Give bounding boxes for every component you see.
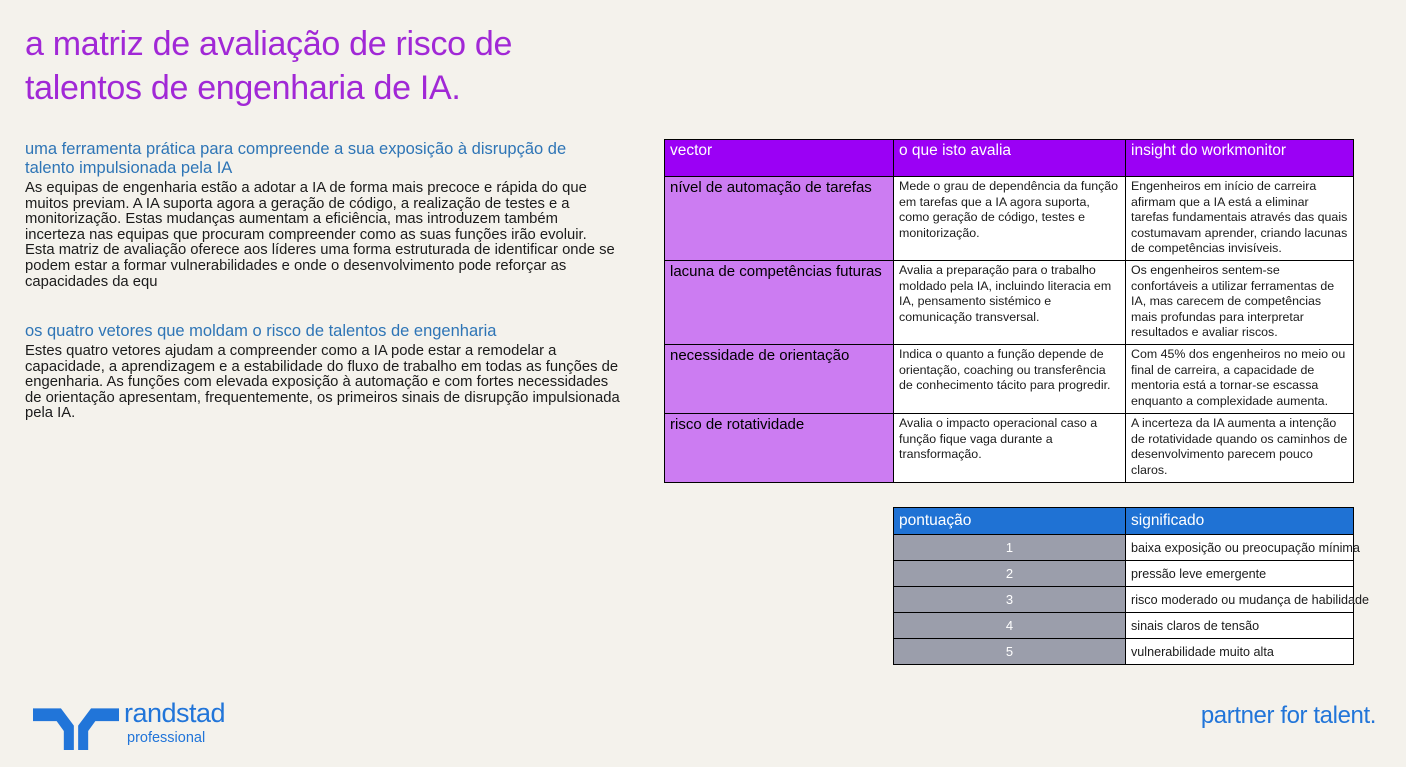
- brand-name: randstad: [124, 698, 226, 728]
- vectors-heading: os quatro vetores que moldam o risco de talentos de engenharia: [25, 322, 497, 340]
- matrix-header-avalia: o que isto avalia: [894, 140, 1126, 177]
- score-value: 2: [894, 561, 1126, 587]
- matrix-header-row: [665, 140, 1354, 177]
- matrix-avalia-cell: Avalia a preparação para o trabalho moldado pela IA, incluindo literacia em IA, pensamento sistémico e comunicação transversal.: [894, 261, 1126, 345]
- table-row: [894, 613, 1354, 639]
- matrix-insight-cell: Com 45% dos engenheiros no meio ou final de carreira, a capacidade de mentoria está a tornar-se escassa enquanto a complexidade aumenta.: [1126, 345, 1354, 414]
- matrix-header-vector: vector: [665, 140, 894, 177]
- matrix-header-insight: insight do workmonitor: [1126, 140, 1354, 177]
- table-row: [665, 177, 1354, 261]
- matrix-avalia-cell: Mede o grau de dependência da função em tarefas que a IA agora suporta, como geração de código, testes e monitorização.: [894, 177, 1126, 261]
- matrix-avalia-cell: Avalia o impacto operacional caso a função fique vaga durante a transformação.: [894, 414, 1126, 483]
- score-meaning: vulnerabilidade muito alta: [1126, 639, 1354, 665]
- table-row: [894, 535, 1354, 561]
- table-row: [894, 561, 1354, 587]
- matrix-vector-cell: nível de automação de tarefas: [665, 177, 894, 261]
- score-legend-table: [893, 507, 1370, 665]
- risk-matrix-table: [664, 139, 1354, 483]
- matrix-vector-cell: lacuna de competências futuras: [665, 261, 894, 345]
- table-row: [894, 587, 1354, 613]
- score-meaning: risco moderado ou mudança de habilidade: [1126, 587, 1354, 613]
- intro-heading: uma ferramenta prática para compreende a sua exposição à disrupção de talento impulsionada pela IA: [25, 140, 567, 177]
- matrix-vector-cell: risco de rotatividade: [665, 414, 894, 483]
- score-header-significado: significado: [1126, 508, 1354, 535]
- table-row: [665, 414, 1354, 483]
- page-title: a matriz de avaliação de risco de talentos de engenharia de IA.: [25, 25, 513, 107]
- brand-subtitle: professional: [127, 730, 206, 746]
- matrix-avalia-cell: Indica o quanto a função depende de orientação, coaching ou transferência de conhecimento tácito para progredir.: [894, 345, 1126, 414]
- score-value: 4: [894, 613, 1126, 639]
- matrix-insight-cell: A incerteza da IA aumenta a intenção de rotatividade quando os caminhos de desenvolvimento parecem pouco claros.: [1126, 414, 1354, 483]
- intro-paragraph: As equipas de engenharia estão a adotar a IA de forma mais precoce e rápida do que muitos previam. A IA suporta agora a geração de código, a realização de testes e a monitorização. Estas mudanças aumentam a eficiência, mas introduzem também incerteza nas equipas que procuram compreender como as suas funções irão evoluir. Esta matriz de avaliação oferece aos líderes uma forma estruturada de identificar onde se podem estar a formar vulnerabilidades e onde o desenvolvimento pode reforçar as capacidades da equ: [25, 180, 615, 290]
- score-meaning: baixa exposição ou preocupação mínima: [1126, 535, 1354, 561]
- score-value: 1: [894, 535, 1126, 561]
- matrix-vector-cell: necessidade de orientação: [665, 345, 894, 414]
- table-row: [665, 345, 1354, 414]
- matrix-insight-cell: Engenheiros em início de carreira afirmam que a IA está a eliminar tarefas fundamentais através das quais costumavam aprender, criando lacunas de competências invisíveis.: [1126, 177, 1354, 261]
- score-meaning: sinais claros de tensão: [1126, 613, 1354, 639]
- vectors-paragraph: Estes quatro vetores ajudam a compreender como a IA pode estar a remodelar a capacidade, a aprendizagem e a estabilidade do fluxo de trabalho em todas as funções de engenharia. As funções com elevada exposição à automação e com fortes necessidades de orientação apresentam, frequentemente, os primeiros sinais de disrupção impulsionada pela IA.: [25, 343, 620, 422]
- table-row: [665, 261, 1354, 345]
- score-value: 3: [894, 587, 1126, 613]
- score-meaning: pressão leve emergente: [1126, 561, 1354, 587]
- randstad-logo-icon: [33, 703, 119, 755]
- score-header-row: [894, 508, 1354, 535]
- score-header-pontuacao: pontuação: [894, 508, 1126, 535]
- matrix-insight-cell: Os engenheiros sentem-se confortáveis a utilizar ferramentas de IA, mas carecem de competências mais profundas para interpretar resultados e avaliar riscos.: [1126, 261, 1354, 345]
- score-value: 5: [894, 639, 1126, 665]
- brand-tagline: partner for talent.: [1200, 702, 1376, 729]
- table-row: [894, 639, 1354, 665]
